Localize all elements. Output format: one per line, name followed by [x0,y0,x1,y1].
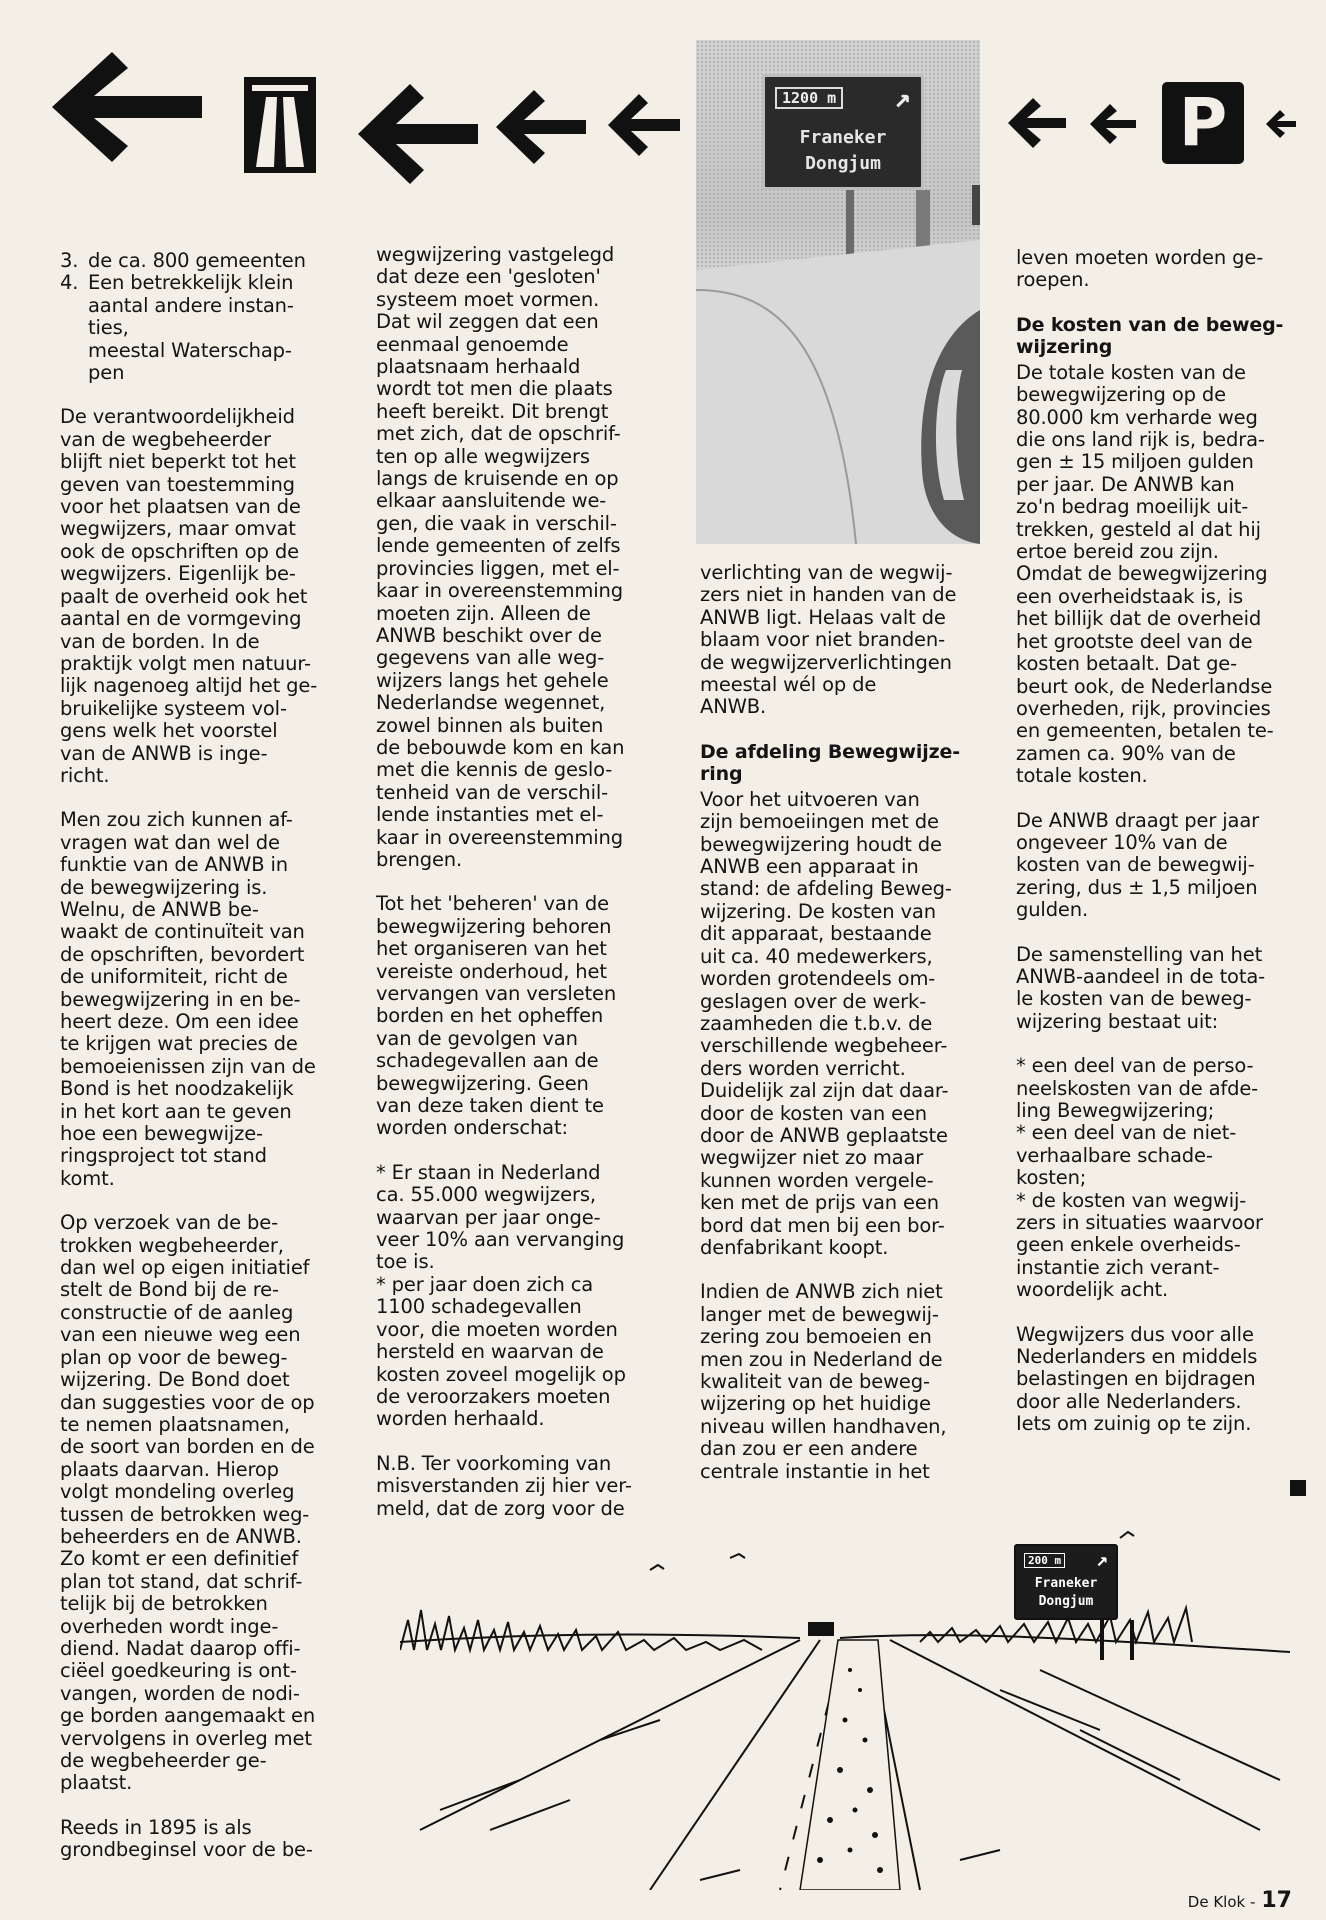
list-number: 4. [60,271,79,295]
arrow-left-icon [1008,98,1066,148]
article-column-1 [60,250,360,1884]
photo-road-sign [762,74,924,190]
authority-list [60,250,360,384]
page-footer [1188,1888,1292,1913]
arrow-left-icon [608,94,680,156]
paragraph: Wegwijzers dus voor alle Nederlanders en middels belastingen en bijdragen door alle Nederlanders. Iets om zuinig op te zijn. [1016,1322,1258,1436]
page-number: 17 [1261,1888,1292,1913]
paragraph: Voor het uitvoeren van zijn bemoeiingen met de bewegwijzering houdt de ANWB een apparaat in stand: de afdeling Beweg- wijzering. De kosten van dit apparaat, bestaande uit ca. 40 medewerkers, worden grotendeels om- geslagen over de werk- zaamheden die t.b.v. de verschillende wegbeheer- ders worden verricht. Duidelijk zal zijn dat daar- door de kosten van een door de ANWB geplaatste wegwijzer niet zo maar kunnen worden vergele- ken met de prijs van een bord dat men bij een bor- denfabrikant koopt. [700,787,952,1259]
paragraph: Reeds in 1895 is als grondbeginsel voor de be- [60,1815,313,1862]
paragraph: De samenstelling van het ANWB-aandeel in de tota- le kosten van de beweg- wijzering bestaat uit: [1016,942,1266,1033]
section-heading: De kosten van de beweg- wijzering [1016,313,1284,358]
sign-distance: 200 m [1024,1553,1065,1568]
list-text: Een betrekkelijk klein aantal andere instan- ties, meestal Waterschap- pen [88,271,294,385]
paragraph: * een deel van de perso- neelskosten van de afde- ling Bewegwijzering; * een deel van de niet- verhaalbare schade- kosten; * de kosten van wegwij- zers in situaties waarvoor geen enkele overheids- instantie zich verant- woordelijk acht. [1016,1054,1263,1302]
arrow-left-icon [1266,110,1296,138]
list-number: 3. [60,249,79,272]
motorway-icon [244,77,316,173]
paragraph: * Er staan in Nederland ca. 55.000 wegwijzers, waarvan per jaar onge- veer 10% aan vervanging toe is. * per jaar doen zich ca 1100 schadegevallen voor, die moeten worden hersteld en waarvan de kosten zoveel mogelijk op de veroorzakers moeten worden herhaald. [376,1160,626,1431]
parking-icon [1162,82,1244,164]
paragraph: wegwijzering vastgelegd dat deze een 'gesloten' systeem moet vormen. Dat wil zeggen dat een eenmaal genoemde plaatsnaam herhaald wordt tot men die plaats heeft bereikt. Dit brengt met zich, dat de opschrif- ten op alle wegwijzers langs de kruisende en op elkaar aansluitende we- gen, die vaak in verschil- lende gemeenten of zelfs provincies liggen, met el- kaar in overeenstemming moeten zijn. Alleen de ANWB beschikt over de gegevens van alle weg- wijzers langs het gehele Nederlandse wegennet, zowel binnen als buiten de bebouwde kom en kan met die kennis de geslo- tenheid van de verschil- lende instanties met el- kaar in overeenstemming brengen. [376,243,625,871]
road-illustration [400,1530,1290,1890]
article-column-2 [376,244,676,1542]
end-of-article-mark [1290,1480,1306,1496]
illustration-road-sign [1014,1544,1118,1620]
list-text: de ca. 800 gemeenten [88,249,306,272]
sign-distance: 1200 m [775,87,843,109]
paragraph: N.B. Ter voorkoming van misverstanden zij hier ver- meld, dat de zorg voor de [376,1451,632,1520]
article-column-3 [700,562,1000,1505]
arrow-left-icon [496,90,586,164]
article-column-4 [1016,247,1316,1458]
arrow-left-icon [52,52,202,162]
paragraph: leven moeten worden ge- roepen. [1016,246,1264,292]
list-item [60,272,360,384]
arrow-left-icon [358,84,478,184]
paragraph: Op verzoek van de be- trokken wegbeheerder, dan wel op eigen initiatief stelt de Bond bij de re- constructie of de aanleg van een nieuwe weg een plan op voor de beweg- wijzering. De Bond doet dan suggesties voor de op te nemen plaatsnamen, de soort van borden en de plaats daarvan. Hierop volgt mondeling overleg tussen de betrokken weg- beheerders en de ANWB. Zo komt er een definitief plan tot stand, dat schrif- telijk bij de betrokken overheden wordt inge- diend. Nadat daarop offi- ciëel goedkeuring is ont- vangen, worden de nodi- ge borden aangemaakt en vervolgens in overleg met de wegbeheerder ge- plaatst. [60,1211,316,1795]
paragraph: De totale kosten van de bewegwijzering op de 80.000 km verharde weg die ons land rijk is, bedra- gen ± 15 miljoen gulden per jaar. De ANWB kan zo'n bedrag moeilijk uit- trekken, gesteld al dat hij ertoe bereid zou zijn. Omdat de bewegwijzering een overheidstaak is, is het billijk dat de overheid het grootste deel van de kosten betaalt. Dat ge- beurt ook, de Nederlandse overheden, rijk, provincies en gemeenten, betalen te- zamen ca. 90% van de totale kosten. [1016,360,1274,788]
section-heading: De afdeling Bewegwijze- ring [700,740,960,785]
arrow-up-right-icon: ↗ [894,81,911,114]
sign-destination: Dongjum [1038,1594,1094,1609]
magazine-name: De Klok - [1187,1893,1256,1911]
paragraph: De verantwoordelijkheid van de wegbeheerder blijft niet beperkt tot het geven van toestemming voor het plaatsen van de wegwijzers, maar omvat ook de opschriften op de wegwijzers. Eigenlijk be- paalt de overheid ook het aantal en de vormgeving van de borden. In de praktijk volgt men natuur- lijk nagenoeg altijd het ge- bruikelijke systeem vol- gens welk het voorstel van de ANWB is inge- richt. [60,405,318,787]
arrow-left-icon [1090,104,1136,144]
sign-destination: Franeker [1034,1576,1098,1591]
arrow-up-right-icon: ↗ [1095,1547,1108,1571]
paragraph: Tot het 'beheren' van de bewegwijzering behoren het organiseren van het vereiste onderhoud, het vervangen van versleten borden en het opheffen van de gevolgen van schadegevallen aan de bewegwijzering. Geen van deze taken dient te worden onderschat: [376,892,617,1140]
list-item [60,250,360,272]
parking-letter: P [1178,84,1228,161]
paragraph: De ANWB draagt per jaar ongeveer 10% van de kosten van de bewegwij- zering, dus ± 1,5 miljoen gulden. [1016,808,1259,922]
paragraph: Indien de ANWB zich niet langer met de bewegwij- zering zou bemoeien en men zou in Nederland de kwaliteit van de beweg- wijzering op het huidige niveau willen handhaven, dan zou er een andere centrale instantie in het [700,1280,947,1483]
paragraph: verlichting van de wegwij- zers niet in handen van de ANWB ligt. Helaas valt de blaam voor niet branden- de wegwijzerverlichtingen meestal wél op de ANWB. [700,561,957,719]
sign-destination: Dongjum [805,153,881,174]
road-sign-photo [696,40,980,544]
sign-destination: Franeker [799,127,887,148]
paragraph: Men zou zich kunnen af- vragen wat dan wel de funktie van de ANWB in de bewegwijzering is. Welnu, de ANWB be- waakt de continuïteit van de opschriften, bevordert de uniformiteit, richt de bewegwijzering in en be- heert deze. Om een idee te krijgen wat precies de bemoeienissen zijn van de Bond is het noodzakelijk in het kort aan te geven hoe een bewegwijze- ringsproject tot stand komt. [60,808,316,1190]
